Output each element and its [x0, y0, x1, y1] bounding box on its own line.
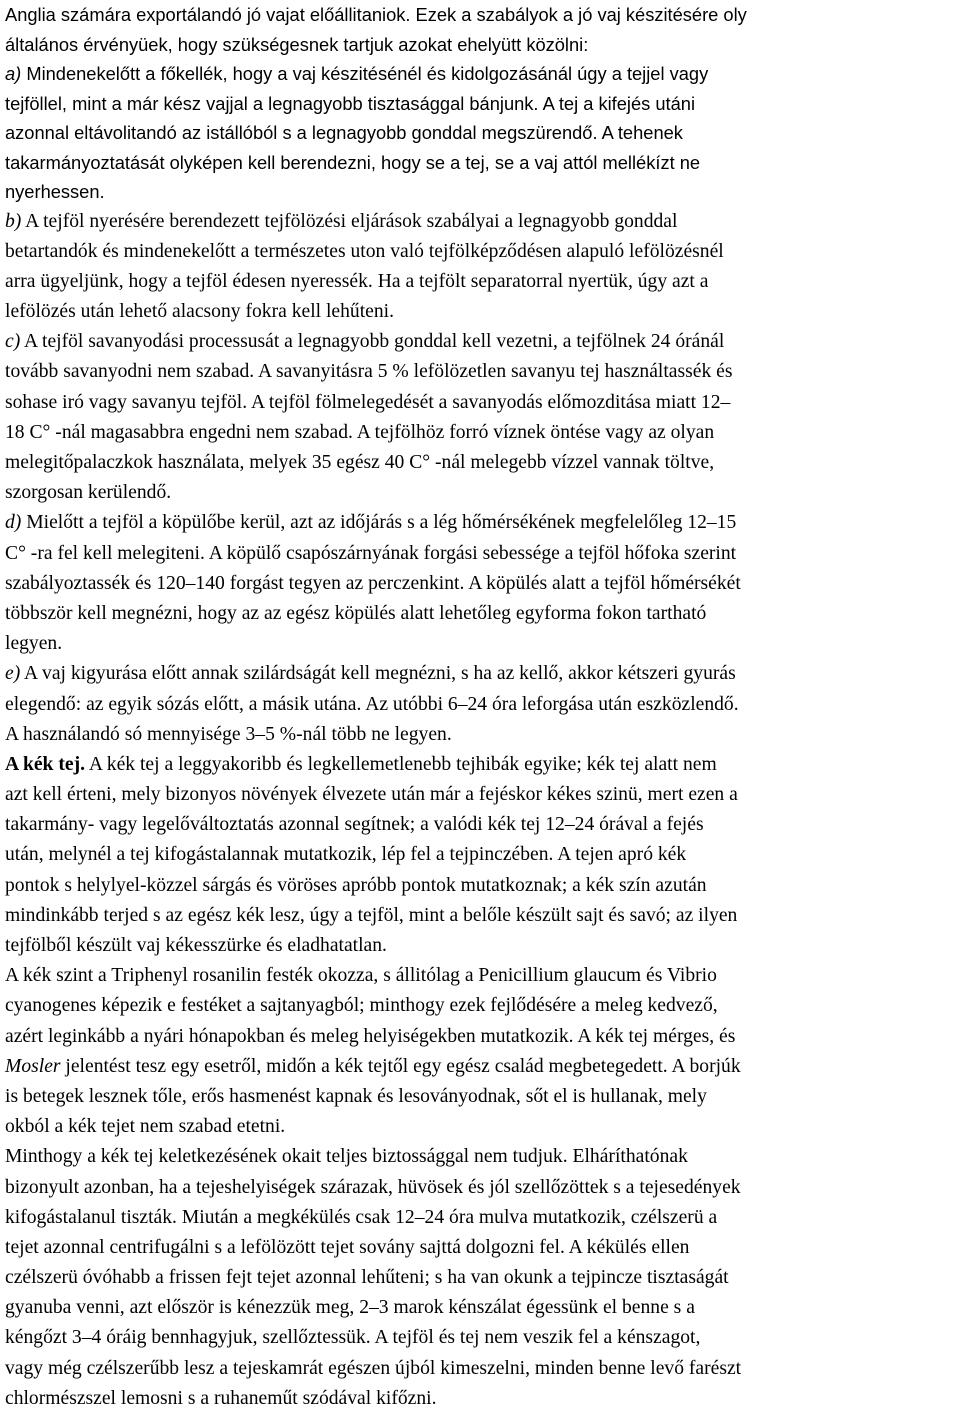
text-run: mindinkább terjed s az egész kék lesz, úgy a tejföl, mint a belőle készült sajt és savó; az ilyen — [5, 904, 738, 926]
text-run: tejet azonnal centrifugálni s a lefölözött tejet sovány sajttá dolgozni fel. A kékülés ellen — [5, 1236, 690, 1258]
text-run: chlormészszel lemosni s a ruhaneműt szódával kifőzni. — [5, 1387, 437, 1409]
text-line — [5, 1022, 955, 1052]
text-line — [5, 1173, 955, 1203]
text-run: czélszerü óvóhabb a frissen fejt tejet azonnal lehűteni; s ha van okunk a tejpincze tisztaságát — [5, 1267, 729, 1289]
text-run: 18 C° -nál magasabbra engedni nem szabad. A tejfölhöz forró víznek öntése vagy az olyan — [5, 421, 715, 443]
text-run: A kék tej a leggyakoribb és legkellemetlenebb tejhibák egyike; kék tej alatt nem — [85, 753, 717, 775]
italic-run: e) — [5, 663, 21, 685]
italic-run: a) — [5, 63, 22, 84]
text-run: jelentést tesz egy esetről, midőn a kék tejtől egy egész család megbetegedett. A borjúk — [60, 1055, 741, 1077]
text-run: szorgosan kerülendő. — [5, 482, 172, 504]
text-line — [5, 237, 955, 267]
text-run: A kék szint a Triphenyl rosanilin festék okozza, s állitólag a Penicillium glaucum és Vibrio — [5, 965, 717, 987]
text-line — [5, 901, 955, 931]
text-run: Minthogy a kék tej keletkezésének okait teljes biztossággal nem tudjuk. Elháríthatónak — [5, 1146, 688, 1168]
text-run: takarmányoztatását olyképen kell berendezni, hogy se a tej, se a vaj attól mellékízt ne — [5, 151, 701, 173]
italic-run: d) — [5, 512, 22, 534]
text-run: Anglia számára exportálandó jó vajat előállitaniok. Ezek a szabályok a jó vaj készitésére oly — [5, 4, 747, 25]
document-page — [5, 0, 955, 1414]
text-run: azt kell érteni, mely bizonyos növények élvezete után már a fejéskor kékes szinü, mert ezen a — [5, 784, 738, 806]
text-line — [5, 148, 955, 178]
text-run: általános érvényüek, hogy szükségesnek tartjuk azokat ehelyütt közölni: — [5, 33, 589, 55]
text-line — [5, 357, 955, 387]
text-run: azonnal eltávolitandó az istállóból s a legnagyobb gonddal megszürendő. A tehenek — [5, 122, 683, 143]
bold-heading: A kék tej. — [5, 753, 86, 775]
text-run: C° -ra fel kell melegiteni. A köpülő csapószárnyának forgási sebessége a tejföl hőfoka szerint — [5, 542, 737, 564]
text-line — [5, 1112, 955, 1142]
text-line — [5, 327, 955, 357]
text-run: takarmány- vagy legelőváltoztatás azonnal segítnek; a valódi kék tej 12–24 órával a fejés — [5, 814, 704, 836]
text-line — [5, 1263, 955, 1293]
text-line — [5, 388, 955, 418]
text-run: szabályoztassék és 120–140 forgást tegyen az perczenkint. A köpülés alatt a tejföl hőmérsékét — [5, 572, 741, 594]
text-line — [5, 810, 955, 840]
text-line — [5, 871, 955, 901]
text-run: kifogástalanul tiszták. Miután a megkékülés csak 12–24 óra mulva mutatkozik, czélszerü a — [5, 1206, 718, 1228]
italic-run: c) — [5, 331, 21, 353]
text-line — [5, 177, 955, 207]
text-line — [5, 30, 955, 60]
text-line — [5, 1233, 955, 1263]
text-line — [5, 207, 955, 237]
text-line — [5, 539, 955, 569]
text-line — [5, 750, 955, 780]
text-run: azért leginkább a nyári hónapokban és meleg helyiségekben mutatkozik. A kék tej mérges, és — [5, 1025, 736, 1047]
text-line — [5, 478, 955, 508]
text-line — [5, 931, 955, 961]
text-line — [5, 659, 955, 689]
text-run: cyanogenes képezik e festéket a sajtanyagból; minthogy ezek fejlődésére a meleg kedvező, — [5, 995, 718, 1017]
text-run: okból a kék tejet nem szabad etetni. — [5, 1116, 286, 1138]
text-line — [5, 690, 955, 720]
text-line — [5, 0, 955, 30]
text-line — [5, 1052, 955, 1082]
text-run: többször kell megnézni, hogy az az egész köpülés alatt lehetőleg egyforma fokon tartható — [5, 602, 707, 624]
text-line — [5, 1293, 955, 1323]
text-run: pontok s helylyel-közzel sárgás és vöröses apróbb pontok mutatkoznak; a kék szín azután — [5, 874, 707, 896]
text-line — [5, 418, 955, 448]
italic-run: b) — [5, 210, 22, 232]
text-run: A vaj kigyurása előtt annak szilárdságát kell megnézni, s ha az kellő, akkor kétszeri gyurás — [20, 663, 736, 685]
text-run: nyerhessen. — [5, 181, 105, 202]
text-run: vagy még czélszerűbb lesz a tejeskamrát egészen újból kimeszelni, minden benne levő farészt — [5, 1357, 742, 1379]
text-run: tovább savanyodni nem szabad. A savanyitásra 5 % lefölözetlen savanyu tej használtassék és — [5, 361, 733, 383]
text-run: sohase iró vagy savanyu tejföl. A tejföl fölmelegedését a savanyodás előmozditása miatt 12– — [5, 391, 731, 413]
text-run: gyanuba venni, azt először is kénezzük meg, 2–3 marok kénszálat égessünk el benne s a — [5, 1297, 695, 1319]
text-run: A tejföl savanyodási processusát a legnagyobb gonddal kell vezetni, a tejfölnek 24 óránál — [20, 331, 725, 353]
text-line — [5, 448, 955, 478]
text-line — [5, 297, 955, 327]
text-line — [5, 1354, 955, 1384]
text-line — [5, 1142, 955, 1172]
text-line — [5, 961, 955, 991]
text-line — [5, 118, 955, 148]
text-run: lefölözés után lehető alacsony fokra kell lehűteni. — [5, 301, 395, 323]
text-line — [5, 508, 955, 538]
text-line — [5, 780, 955, 810]
text-line — [5, 1323, 955, 1353]
text-run: legyen. — [5, 633, 63, 655]
text-run: melegitőpalaczkok használata, melyek 35 egész 40 C° -nál melegebb vízzel vannak töltve, — [5, 452, 715, 473]
text-run: után, melynél a tej kifogástalannak mutatkozik, lép fel a tejpinczében. A tejen apró kék — [5, 844, 687, 866]
italic-run: Mosler — [5, 1055, 61, 1077]
text-run: arra ügyeljünk, hogy a tejföl édesen nyeressék. Ha a tejfölt separatorral nyertük, úgy azt a — [5, 270, 709, 292]
text-line — [5, 1384, 955, 1414]
text-line — [5, 267, 955, 297]
text-line — [5, 629, 955, 659]
text-run: is betegek lesznek tőle, erős hasmenést kapnak és lesoványodnak, sőt el is hullanak, mely — [5, 1085, 707, 1107]
text-run: A tejföl nyerésére berendezett tejfölözési eljárások szabályai a legnagyobb gonddal — [21, 210, 678, 232]
text-run: kéngőzt 3–4 óráig bennhagyjuk, szellőztessük. A tejföl és tej nem veszik fel a kénszagot, — [5, 1327, 701, 1349]
text-run: elegendő: az egyik sózás előtt, a másik utána. Az utóbbi 6–24 óra leforgása után eszközlendő. — [5, 693, 739, 715]
text-run: tejfölből készült vaj kékesszürke és eladhatatlan. — [5, 935, 387, 956]
text-line — [5, 720, 955, 750]
text-line — [5, 991, 955, 1021]
text-line — [5, 1082, 955, 1112]
text-run: tejföllel, mint a már kész vajjal a legnagyobb tisztasággal bánjunk. A tej a kifejés utáni — [5, 92, 696, 114]
text-run: Mindenekelőtt a főkellék, hogy a vaj készitésénél és kidolgozásánál úgy a tejjel vagy — [21, 63, 709, 84]
text-line — [5, 59, 955, 89]
text-run: Mielőtt a tejföl a köpülőbe kerül, azt az időjárás s a lég hőmérsékének megfelelőleg 12–15 — [21, 512, 737, 534]
text-line — [5, 569, 955, 599]
text-line — [5, 89, 955, 119]
text-run: A használandó só mennyisége 3–5 %-nál több ne legyen. — [5, 723, 452, 745]
text-line — [5, 840, 955, 870]
text-line — [5, 1203, 955, 1233]
text-line — [5, 599, 955, 629]
text-run: betartandók és mindenekelőtt a természetes uton való tejfölképződésen alapuló lefölözésnél — [5, 240, 724, 262]
text-run: bizonyult azonban, ha a tejeshelyiségek szárazak, hüvösek és jól szellőzöttek s a tejesedények — [5, 1176, 741, 1198]
